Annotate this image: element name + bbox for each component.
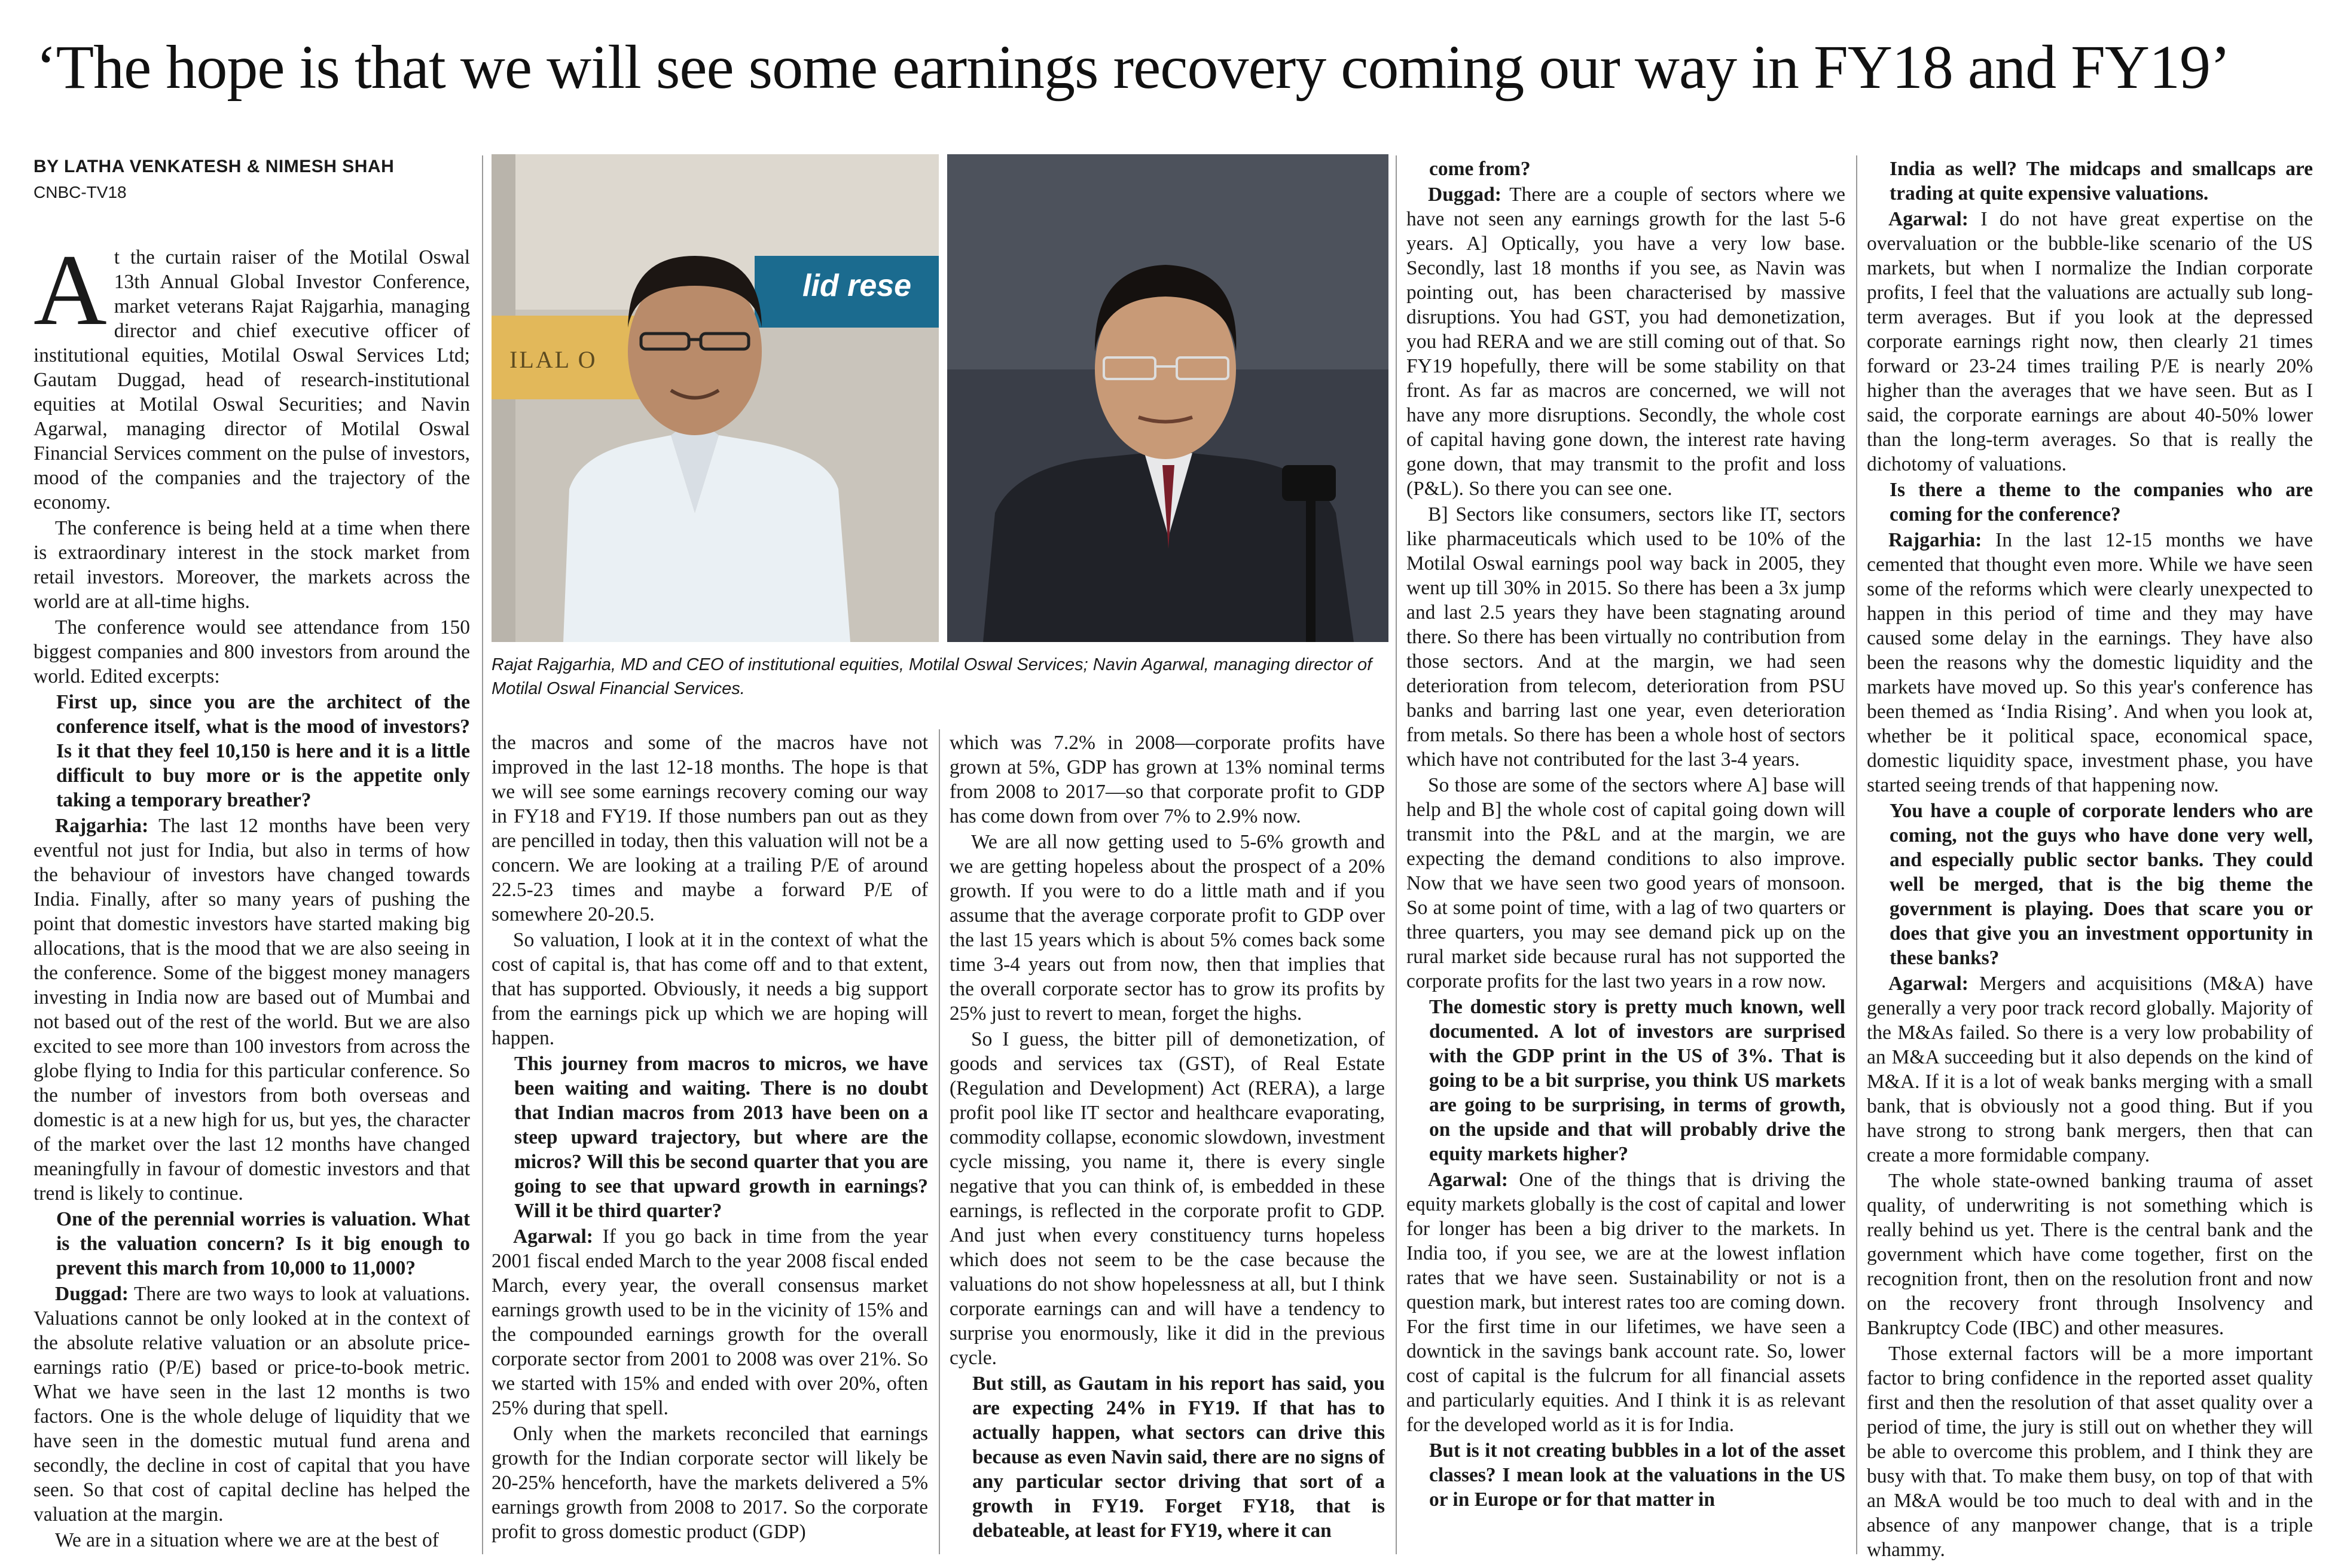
photo-navin-agarwal <box>947 154 1388 642</box>
answer: Agarwal: If you go back in time from the year 2001 fiscal ended March to the year 2008 fiscal ended March, every year, the overall consensus market earnings growth used to be in the vicinity of 15% and the compounded earnings growth for the overall corporate sector from 2001 to 2008 was over 21%. So we started with 15% and ended with over 20%, often 25% during that spell. <box>492 1225 928 1419</box>
column-rule <box>1396 155 1397 1554</box>
answer: Agarwal: One of the things that is driving the equity markets globally is the cost of capital and lower for longer has been a big driver to the markets. In India too, if you see, we are at the lowest inflation rates that we have seen. Sustainability or not is a question mark, but interest rates too are coming down. For the first time in our lifetimes, we have seen a downtick in the savings bank account rate. So, lower cost of capital is the fulcrum for all financial assets and particularly equities. And I think it is as relevant for the developed world as it is for India. <box>1406 1169 1845 1436</box>
speaker: Agarwal: <box>1428 1169 1508 1191</box>
drop-cap: A <box>33 245 107 346</box>
photo-caption: Rajat Rajgarhia, MD and CEO of institutional equities, Motilal Oswal Services; Navin Agarwal, managing director of Motilal Oswal Financial Services. <box>492 655 1372 698</box>
question: This journey from macros to micros, we have been waiting and waiting. There is no doubt that Indian macros from 2013 have been on a steep upward trajectory, but where are the micros? Will this be second quarter that you are going to see that upward growth in earnings? Will it be third quarter? <box>514 1053 928 1222</box>
paragraph: We are all now getting used to 5-6% growth and we are getting hopeless about the prospect of a 20% growth. If you were to do a little math and if you assume that the average corporate profit to GDP over the last 15 years which is about 5% comes back some time 3-4 years out from now, then that implies that the overall corporate sector has to grow its profits by 25% just to revert to mean, forget the highs. <box>950 831 1385 1025</box>
column-rule <box>1856 155 1857 1554</box>
question: India as well? The midcaps and smallcaps are trading at quite expensive valuations. <box>1890 158 2313 204</box>
question: But is it not creating bubbles in a lot of the asset classes? I mean look at the valuations in the US or in Europe or for that matter in <box>1429 1439 1845 1511</box>
article-column-4 <box>1406 157 1845 1561</box>
answer: Rajgarhia: In the last 12-15 months we have cemented that thought even more. While we have seen some of the reforms which were clearly unexpected to happen in this period of time and they may have caused some delay in the earnings. They have also been the reasons why the domestic liquidity and the markets have moved up. So this year's conference has been themed as ‘India Rising’. And when you look at, whether be it political space, economical space, domestic liquidity space, investment phase, you have started seeing trends of that happening now. <box>1867 529 2313 796</box>
question: Is there a theme to the companies who are coming for the conference? <box>1890 479 2313 525</box>
outlet: CNBC-TV18 <box>33 183 127 201</box>
speaker: Duggad: <box>55 1283 129 1305</box>
speaker: Rajgarhia: <box>55 815 149 837</box>
column-rule <box>482 155 483 1554</box>
speaker: Agarwal: <box>1888 973 1968 995</box>
answer: Rajgarhia: The last 12 months have been very eventful not just for India, but also in terms of how the behaviour of investors have changed towards India. Finally, after so many years of pushing the point that domestic investors have started making big allocations, that is the mood that we are also seeing in the conference. Some of the biggest money managers investing in India now are based out of Mumbai and not based out of the rest of the world. But we are also excited to see more than 100 investors from across the globe flying to India for this particular conference. So the number of investors from both overseas and domestic is at a new high for us, but yes, the character of the market over the last 12 months have changed meaningfully in favour of domestic investors and that trend is likely to continue. <box>33 815 470 1205</box>
speaker: Agarwal: <box>1888 208 1968 230</box>
question: First up, since you are the architect of the conference itself, what is the mood of investors? Is it that they feel 10,150 is here and it is a little difficult to buy more or is the appetite only taking a temporary breather? <box>56 691 470 811</box>
column-rule <box>939 729 940 1554</box>
paragraph: B] Sectors like consumers, sectors like IT, sectors like pharmaceuticals which used to be 10% of the Motilal Oswal earnings pool way back in 2005, they went up till 30% in 2015. So there has been a 3x jump and last 2.5 years they have been stagnating around there. So there has been virtually no contribution from those sectors. And at the margin, we had seen deterioration from telecom, deterioration from PSU banks and barring last one year, even deterioration from metals. So there has been a whole host of sectors which have not contributed for the last 3-4 years. <box>1406 503 1845 771</box>
article-column-5 <box>1867 157 2313 1561</box>
paragraph: The conference is being held at a time when there is extraordinary interest in the stock market from retail investors. Moreover, the markets across the world are at all-time highs. <box>33 517 470 613</box>
article-column-3 <box>950 730 1385 1561</box>
headline: ‘The hope is that we will see some earnings recovery coming our way in FY18 and FY19’ <box>36 33 2230 102</box>
answer: Agarwal: Mergers and acquisitions (M&A) have generally a very poor track record globally. Majority of the M&As failed. So there is a very low probability of an M&A succeeding but it also depends on the kind of M&A. If it is a lot of weak banks merging with a small bank, that is obviously not a good thing. But if you have strong to strong bank mergers, then that can create a more formidable company. <box>1867 973 2313 1166</box>
byline: BY LATHA VENKATESH & NIMESH SHAH <box>33 157 395 176</box>
paragraph: Those external factors will be a more important factor to bring confidence in the reported asset quality first and then the resolution of that asset quality over a period of time, the jury is still out on whether they will be able to overcome this problem, and I think they are busy with that. To make them busy, on top of that with an M&A would be too much to deal with and in the absence of any manpower change, that is a triple whammy. <box>1867 1343 2313 1561</box>
answer: Duggad: There are two ways to look at valuations. Valuations cannot be only looked at in the context of the absolute relative valuation or an absolute price-earnings ratio (P/E) based or price-to-book metric. What we have seen in the last 12 months is two factors. One is the whole deluge of liquidity that we have seen in the domestic mutual fund arena and secondly, the decline in cost of capital that you have seen. So that cost of capital decline has helped the valuation at the margin. <box>33 1283 470 1526</box>
article-column-2 <box>492 730 928 1561</box>
banner-text: lid rese <box>802 268 912 303</box>
paragraph: The whole state-owned banking trauma of asset quality, of underwriting is not something which is really behind us yet. There is the central bank and the government which have come together, first on the recognition front, then on the resolution front and now on the recovery front through Insolvency and Bankruptcy Code (IBC) and other measures. <box>1867 1170 2313 1339</box>
paragraph: At the curtain raiser of the Motilal Oswal 13th Annual Global Investor Conference, market veterans Rajat Rajgarhia, managing director and chief executive officer of institutional equities, Motilal Oswal Services Ltd; Gautam Duggad, head of research-institutional equities at Motilal Oswal Securities; and Navin Agarwal, managing director of Motilal Oswal Financial Services comment on the pulse of investors, mood of the companies and the trajectory of the economy. <box>33 245 470 514</box>
banner-text-2: ILAL O <box>509 346 597 373</box>
question: The domestic story is pretty much known, well documented. A lot of investors are surprised with the GDP print in the US of 3%. That is going to be a bit surprise, you think US markets are going to be surprising, in terms of growth, on the upside and that will probably drive the equity markets higher? <box>1429 996 1845 1165</box>
answer: Duggad: There are a couple of sectors where we have not seen any earnings growth for the last 5-6 years. A] Optically, you have a very low base. Secondly, last 18 months if you see, as Navin was pointing out, has been characterised by massive disruptions. You had GST, you had demonetization, you had RERA and we are still coming out of that. So FY19 hopefully, there will be some stability on that front. As far as macros are concerned, we will not have any more disruptions. Secondly, the whole cost of capital having gone down, the interest rate having gone down, that may transmit to the profit and loss (P&L). So there you can see one. <box>1406 184 1845 500</box>
speaker: Rajgarhia: <box>1888 529 1982 551</box>
speaker: Agarwal: <box>513 1225 593 1248</box>
paragraph: We are in a situation where we are at the best of <box>55 1529 439 1551</box>
paragraph: So I guess, the bitter pill of demonetization, of goods and services tax (GST), of Real Estate (Regulation and Development) Act (RERA), a large profit pool like IT sector and healthcare evaporating, commodity collapse, economic slowdown, investment cycle missing, you name it, there is every single negative that you can think of, is embedded in these earnings, is reflected in the corporate profit to GDP. And just when every constituency turns hopeless which does not seem to be the case because the valuations do not show hopelessness at all, but I think corporate earnings can and will have a tendency to surprise you enormously, like it did in the previous cycle. <box>950 1028 1385 1369</box>
question: come from? <box>1429 158 1531 180</box>
article-column-1 <box>33 245 470 1560</box>
question: But still, as Gautam in his report has said, you are expecting 24% in FY19. If that has to actually happen, what sectors can drive this because as even Navin said, there are no signs of any particular sector driving that sort of a growth in FY19. Forget FY18, that is debateable, at least for FY19, where it can <box>972 1373 1385 1542</box>
paragraph: Only when the markets reconciled that earnings growth for the Indian corporate sector will likely be 20-25% henceforth, have the markets delivered a 5% earnings growth from 2008 to 2017. So the corporate profit to gross domestic product (GDP) <box>492 1423 928 1543</box>
paragraph: which was 7.2% in 2008—corporate profits have grown at 5%, GDP has grown at 13% nominal terms from 2008 to 2017—so that corporate profit to GDP has come down from over 7% to 2.9% now. <box>950 732 1385 827</box>
photo-rajat-rajgarhia <box>492 154 939 642</box>
paragraph: The conference would see attendance from 150 biggest companies and 800 investors from around the world. Edited excerpts: <box>33 616 470 687</box>
paragraph: So valuation, I look at it in the context of what the cost of capital is, that has come off and to that extent, that has supported. Obviously, it needs a big support from the earnings pick up which we are hoping will happen. <box>492 929 928 1049</box>
question: You have a couple of corporate lenders who are coming, not the guys who have done very well, and especially public sector banks. They could well be merged, that is the big theme the government is playing. Does that scare you or does that give you an investment opportunity in these banks? <box>1890 800 2313 969</box>
answer: Agarwal: I do not have great expertise on the overvaluation or the bubble-like scenario of the US markets, but when I normalize the Indian corporate profits, I feel that the valuations are actually sub long-term averages. But if you look at the depressed corporate earnings right now, then clearly 21 times forward or 23-24 times trailing P/E is nearly 20% higher than the averages that we have seen. But as I said, the corporate earnings are about 40-50% lower than the long-term averages. So that is really the dichotomy of valuations. <box>1867 208 2313 475</box>
paragraph: the macros and some of the macros have not improved in the last 12-18 months. The hope is that we will see some earnings recovery coming our way in FY18 and FY19. If those numbers pan out as they are pencilled in today, then this valuation will not be a concern. We are looking at a trailing P/E of around 22.5-23 times and maybe a forward P/E of somewhere 20-20.5. <box>492 732 928 925</box>
speaker: Duggad: <box>1428 184 1501 206</box>
question: One of the perennial worries is valuation. What is the valuation concern? Is it big enough to prevent this march from 10,000 to 11,000? <box>56 1208 470 1279</box>
paragraph: So those are some of the sectors where A] base will help and B] the whole cost of capital going down will transmit into the P&L and at the margin, we are expecting the demand conditions to also improve. Now that we have seen two good years of monsoon. So at some point of time, with a lag of two quarters or three quarters, you may see demand pick up on the rural market side because rural has not supported the corporate profits for the last two years in a row now. <box>1406 774 1845 992</box>
